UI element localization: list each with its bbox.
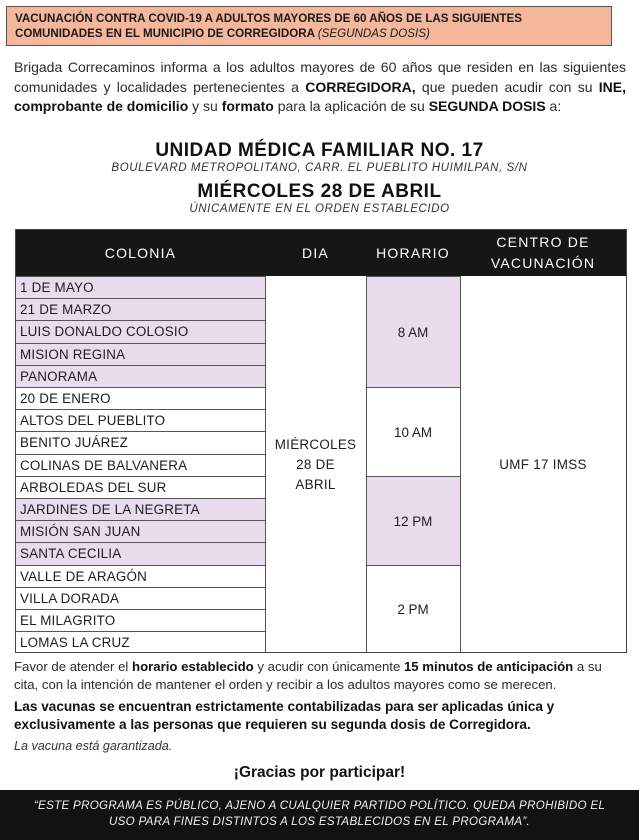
colonia-row: ALTOS DEL PUEBLITO xyxy=(16,409,265,431)
colonia-row: JARDINES DE LA NEGRETA xyxy=(16,498,265,520)
notice-paragraph xyxy=(14,658,626,693)
colonia-row: COLINAS DE BALVANERA xyxy=(16,454,265,476)
date-subtitle: ÚNICAMENTE EN EL ORDEN ESTABLECIDO xyxy=(189,203,450,215)
colonia-row: VALLE DE ARAGÓN xyxy=(16,565,265,587)
notice-text-2: y acudir con únicamente xyxy=(253,659,404,674)
title-banner xyxy=(6,6,612,46)
header-horario: HORARIO xyxy=(366,230,460,276)
colonia-row: LUIS DONALDO COLOSIO xyxy=(16,320,265,342)
title-note: (SEGUNDAS DOSIS) xyxy=(317,27,430,40)
colonia-row: MISIÓN SAN JUAN xyxy=(16,520,265,542)
colonia-row: SANTA CECILIA xyxy=(16,542,265,564)
colonia-row: 20 DE ENERO xyxy=(16,387,265,409)
intro-text-5: para la aplicación de su xyxy=(273,98,429,114)
intro-text-2: que pueden acudir con su xyxy=(415,78,599,95)
thanks-text: ¡Gracias por participar! xyxy=(233,764,406,781)
colonia-row: 21 DE MARZO xyxy=(16,298,265,320)
intro-proof: comprobante de domicilio xyxy=(14,98,189,114)
header-centro: CENTRO DE VACUNACIÓN xyxy=(460,230,626,276)
divider xyxy=(265,276,266,652)
divider xyxy=(366,276,367,652)
horario-10am: 10 AM xyxy=(366,387,460,476)
horario-2pm: 2 PM xyxy=(366,565,460,653)
vaccine-count-message: Las vacunas se encuentran estrictamente contabilizadas para ser aplicadas única y exclusivamente a las personas que requieren su segunda dosis de Corregidora. xyxy=(14,699,555,732)
intro-text-4: y su xyxy=(188,98,222,114)
colonia-row: PANORAMA xyxy=(16,365,265,387)
intro-dose: SEGUNDA DOSIS xyxy=(428,98,546,114)
colonia-row: VILLA DORADA xyxy=(16,587,265,609)
intro-ine: INE, xyxy=(598,78,626,95)
dia-cell: MIÉRCOLES 28 DE ABRIL xyxy=(274,436,357,492)
colonia-row: EL MILAGRITO xyxy=(16,609,265,631)
intro-municipality: CORREGIDORA, xyxy=(305,78,416,95)
colonia-row: LOMAS LA CRUZ xyxy=(16,631,265,653)
header-colonia: COLONIA xyxy=(16,230,265,276)
header-dia: DIA xyxy=(265,230,366,276)
notice-text-3: a su cita, con la intención de mantener el orden y recibir a los adultos mayores como se merecen. xyxy=(14,659,602,692)
colonia-row: 1 DE MAYO xyxy=(16,276,265,298)
centro-cell: UMF 17 IMSS xyxy=(499,456,587,472)
title-text: VACUNACIÓN CONTRA COVID-19 A ADULTOS MAYORES DE 60 AÑOS DE LAS SIGUIENTES COMUNIDADES EN EL MUNICIPIO DE CORREGIDORA xyxy=(15,12,522,40)
unit-name: UNIDAD MÉDICA FAMILIAR NO. 17 xyxy=(155,140,484,161)
date-heading: MIÉRCOLES 28 DE ABRIL xyxy=(197,181,442,202)
divider xyxy=(460,276,461,652)
intro-format: formato xyxy=(221,98,274,114)
intro-paragraph xyxy=(14,58,626,117)
guarantee-text: La vacuna está garantizada. xyxy=(14,739,173,753)
legal-footer: “ESTE PROGRAMA ES PÚBLICO, AJENO A CUALQUIER PARTIDO POLÍTICO. QUEDA PROHIBIDO EL USO PARA FINES DISTINTOS A LOS ESTABLECIDOS EN EL PROGRAMA”. xyxy=(0,790,639,840)
intro-text-1: Brigada Correcaminos informa a los adultos mayores de 60 años que residen en las siguientes comunidades y localidades pertenecientes a xyxy=(14,59,626,95)
notice-schedule: horario establecido xyxy=(132,659,254,674)
intro-text-6: a: xyxy=(545,98,562,114)
unit-address: BOULEVARD METROPOLITANO, CARR. EL PUEBLITO HUIMILPAN, S/N xyxy=(111,162,528,174)
horario-12pm: 12 PM xyxy=(366,476,460,565)
schedule-table xyxy=(15,229,627,653)
horario-8am: 8 AM xyxy=(366,276,460,387)
notice-minutes: 15 minutos de anticipación xyxy=(403,659,574,674)
colonia-row: BENITO JUÁREZ xyxy=(16,431,265,453)
colonia-row: MISION REGINA xyxy=(16,343,265,365)
notice-text-1: Favor de atender el xyxy=(14,659,133,674)
colonia-row: ARBOLEDAS DEL SUR xyxy=(16,476,265,498)
